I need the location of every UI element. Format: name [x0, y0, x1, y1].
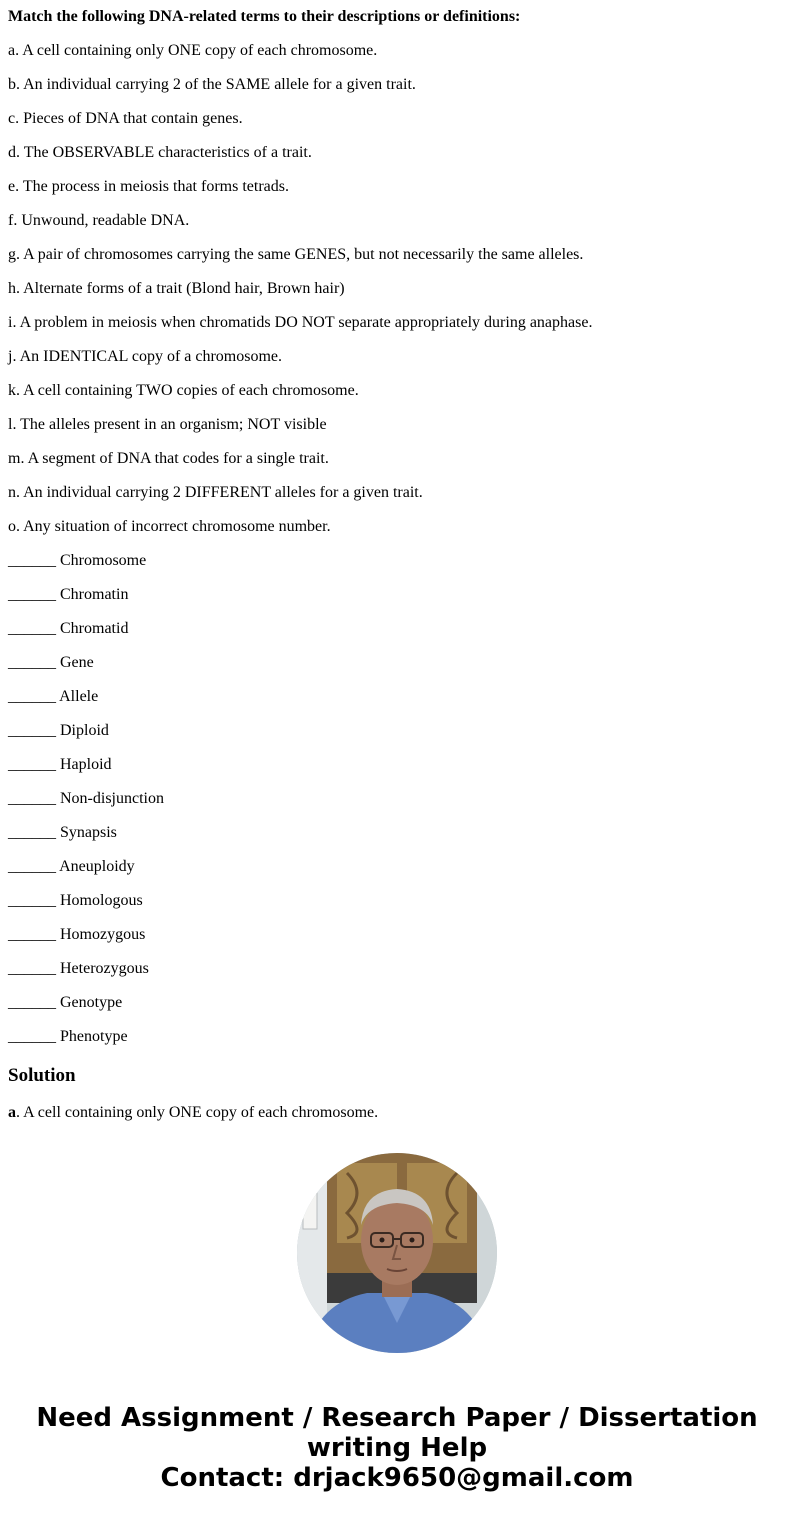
definition-item: l. The alleles present in an organism; NOT visible [8, 416, 327, 433]
promo-banner [0, 1403, 794, 1493]
term-blank-item: ______ Homologous [8, 892, 143, 909]
term-blank-item: ______ Allele [8, 688, 99, 705]
definition-item: a. A cell containing only ONE copy of each chromosome. [8, 42, 378, 59]
solution-answer-text: . A cell containing only ONE copy of each chromosome. [16, 1104, 379, 1121]
term-blank-item: ______ Homozygous [8, 926, 146, 943]
term-blank-item: ______ Phenotype [8, 1028, 128, 1045]
promo-line-2: writing Help [306, 1433, 488, 1463]
solution-heading: Solution [8, 1065, 76, 1086]
definition-item: j. An IDENTICAL copy of a chromosome. [8, 348, 283, 365]
term-blank-item: ______ Aneuploidy [8, 858, 135, 875]
term-blank-item: ______ Diploid [8, 722, 109, 739]
term-blank-item: ______ Non-disjunction [8, 790, 164, 807]
term-blank-item: ______ Haploid [8, 756, 112, 773]
definition-item: d. The OBSERVABLE characteristics of a trait. [8, 144, 312, 161]
term-blank-item: ______ Synapsis [8, 824, 117, 841]
question-title: Match the following DNA-related terms to their descriptions or definitions: [8, 8, 521, 25]
definition-item: h. Alternate forms of a trait (Blond hair, Brown hair) [8, 280, 345, 297]
definition-item: k. A cell containing TWO copies of each chromosome. [8, 382, 359, 399]
question-block [8, 8, 786, 1046]
definition-item: i. A problem in meiosis when chromatids DO NOT separate appropriately during anaphase. [8, 314, 593, 331]
term-blank-item: ______ Chromatid [8, 620, 129, 637]
promo-contact: Contact: drjack9650@gmail.com [160, 1463, 634, 1493]
term-blank-item: ______ Chromatin [8, 586, 129, 603]
author-portrait-image [297, 1153, 497, 1353]
promo-line-1: Need Assignment / Research Paper / Dissertation [36, 1403, 758, 1433]
term-blank-item: ______ Genotype [8, 994, 123, 1011]
term-blank-item: ______ Heterozygous [8, 960, 149, 977]
term-blank-item: ______ Gene [8, 654, 94, 671]
definition-item: f. Unwound, readable DNA. [8, 212, 190, 229]
solution-answer [8, 1104, 378, 1122]
definition-item: n. An individual carrying 2 DIFFERENT alleles for a given trait. [8, 484, 423, 501]
definition-item: m. A segment of DNA that codes for a single trait. [8, 450, 329, 467]
solution-answer-letter: a [8, 1104, 16, 1121]
definition-item: b. An individual carrying 2 of the SAME allele for a given trait. [8, 76, 416, 93]
definition-item: c. Pieces of DNA that contain genes. [8, 110, 243, 127]
definition-item: e. The process in meiosis that forms tetrads. [8, 178, 289, 195]
term-blank-item: ______ Chromosome [8, 552, 147, 569]
definition-item: o. Any situation of incorrect chromosome number. [8, 518, 331, 535]
author-avatar [297, 1153, 497, 1353]
definition-item: g. A pair of chromosomes carrying the same GENES, but not necessarily the same alleles. [8, 246, 584, 263]
